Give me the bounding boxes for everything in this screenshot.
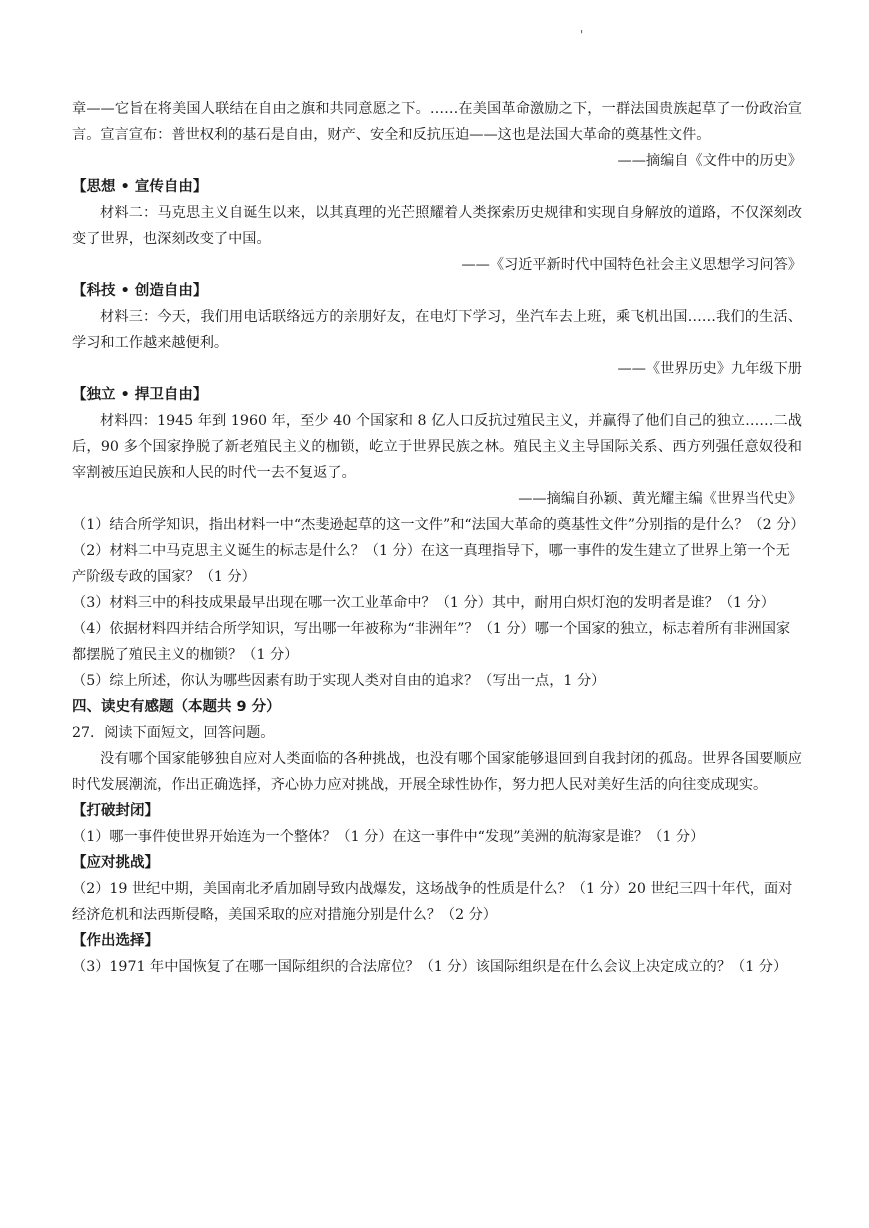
- document-page: [72, 96, 805, 980]
- material-4-text: 材料四：1945 年到 1960 年，至少 40 个国家和 8 亿人口反抗过殖民主义，并赢得了他们自己的独立……二战后，90 多个国家挣脱了新老殖民主义的枷锁，屹立于世界民族之林。殖民主义主导国际关系、西方列强任意奴役和宰割被压迫民族和人民的时代一去不复返了。: [72, 413, 802, 481]
- subsection-1-question: （1）哪一事件使世界开始连为一个整体？（1 分）在这一事件中“发现”美洲的航海家是谁？（1 分）: [72, 829, 705, 845]
- question-3: （3）材料三中的科技成果最早出现在哪一次工业革命中？（1 分）其中，耐用白炽灯泡的发明者是谁？（1 分）: [72, 595, 775, 611]
- subsection-2-question: （2）19 世纪中期，美国南北矛盾加剧导致内战爆发，这场战争的性质是什么？（1 分）20 世纪三四十年代，面对经济危机和法西斯侵略，美国采取的应对措施分别是什么？（2 分）: [72, 881, 793, 923]
- section-4-title: 【独立 • 捍卫自由】: [72, 387, 208, 403]
- material-1-source: ——摘编自《文件中的历史》: [617, 153, 802, 169]
- part-4-title: 四、读史有感题（本题共 9 分）: [72, 699, 281, 715]
- material-3-source: ——《世界历史》九年级下册: [617, 361, 802, 377]
- material-3-text: 材料三：今天，我们用电话联络远方的亲朋好友，在电灯下学习，坐汽车去上班，乘飞机出国……我们的生活、学习和工作越来越便利。: [72, 309, 802, 351]
- question-1: （1）结合所学知识，指出材料一中“杰斐逊起草的这一文件”和“法国大革命的奠基性文件”分别指的是什么？（2 分）: [72, 517, 805, 533]
- question-5: （5）综上所述，你认为哪些因素有助于实现人类对自由的追求？（写出一点，1 分）: [72, 673, 606, 689]
- question-4: （4）依据材料四并结合所学知识，写出哪一年被称为“非洲年”？（1 分）哪一个国家的独立，标志着所有非洲国家都摆脱了殖民主义的枷锁？（1 分）: [72, 621, 791, 663]
- material-4-source: ——摘编自孙颖、黄光耀主编《世界当代史》: [518, 491, 802, 507]
- question-2: （2）材料二中马克思主义诞生的标志是什么？（1 分）在这一真理指导下，哪一事件的发生建立了世界上第一个无产阶级专政的国家？（1 分）: [72, 543, 790, 585]
- subsection-1-title: 【打破封闭】: [72, 803, 159, 819]
- material-2-source: ——《习近平新时代中国特色社会主义思想学习问答》: [461, 257, 802, 273]
- material-2-text: 材料二：马克思主义自诞生以来，以其真理的光芒照耀着人类探索历史规律和实现自身解放的道路，不仅深刻改变了世界，也深刻改变了中国。: [72, 205, 802, 247]
- section-3-title: 【科技 • 创造自由】: [72, 283, 208, 299]
- section-2-title: 【思想 • 宣传自由】: [72, 179, 208, 195]
- subsection-3-title: 【作出选择】: [72, 933, 159, 949]
- subsection-3-question: （3）1971 年中国恢复了在哪一国际组织的合法席位？（1 分）该国际组织是在什么会议上决定成立的？（1 分）: [72, 959, 788, 975]
- top-mark: ': [580, 28, 584, 42]
- question-27-prompt: 27．阅读下面短文，回答问题。: [72, 725, 275, 741]
- material-1-continued: 章——它旨在将美国人联结在自由之旗和共同意愿之下。……在美国革命激励之下，一群法国贵族起草了一份政治宣言。宣言宣布：普世权利的基石是自由，财产、安全和反抗压迫——这也是法国大革命的奠基性文件。: [72, 101, 802, 143]
- subsection-2-title: 【应对挑战】: [72, 855, 159, 871]
- question-27-passage: 没有哪个国家能够独自应对人类面临的各种挑战，也没有哪个国家能够退回到自我封闭的孤岛。世界各国要顺应时代发展潮流，作出正确选择，齐心协力应对挑战，开展全球性协作，努力把人民对美好生活的向往变成现实。: [72, 751, 802, 793]
